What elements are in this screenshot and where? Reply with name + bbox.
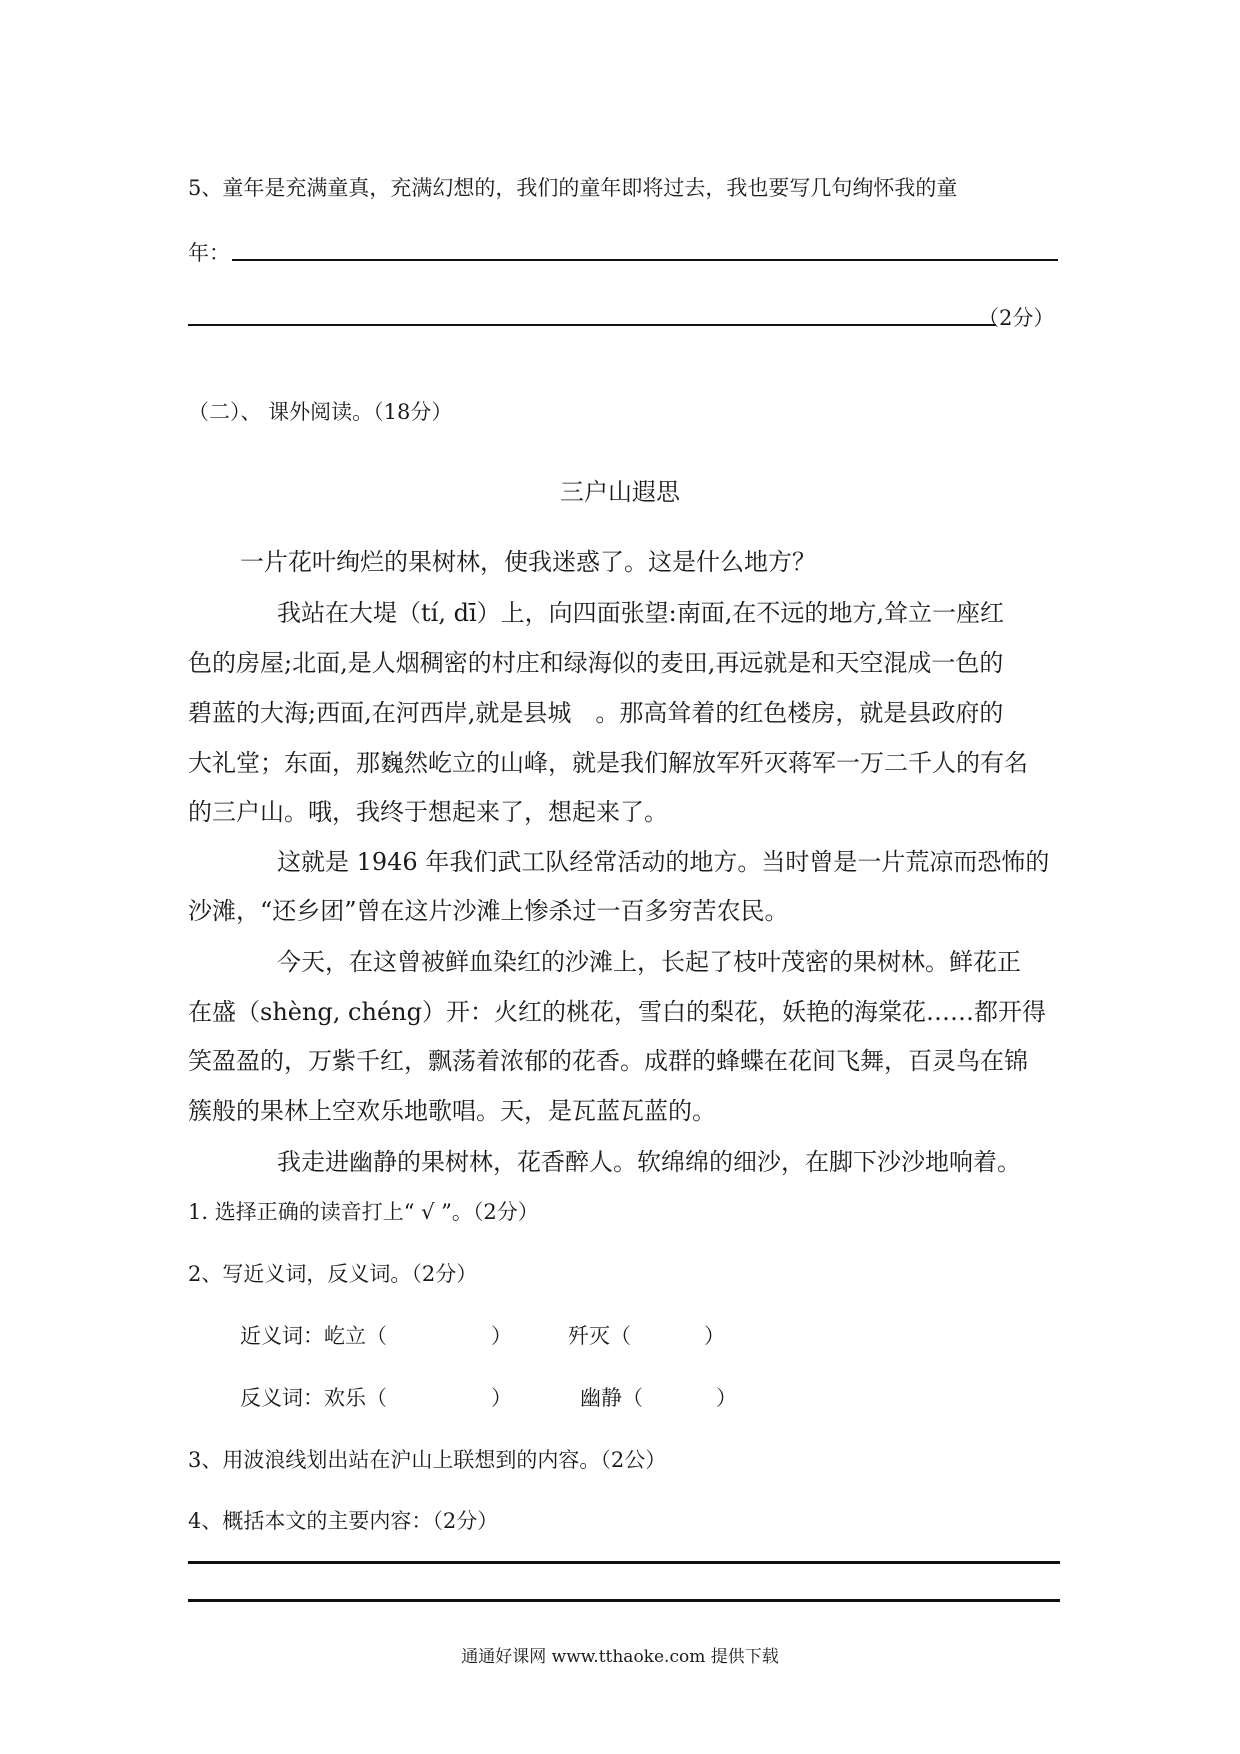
question-5-text: 5、童年是充满童真，充满幻想的，我们的童年即将过去，我也要写几句绚怀我的童	[188, 176, 958, 200]
paragraph-2-line: 的三户山。哦，我终于想起来了，想起来了。	[188, 798, 668, 826]
paragraph-5: 我走进幽静的果树林，花香醉人。软绵绵的细沙，在脚下沙沙地响着。	[277, 1148, 1021, 1176]
synonym-2-close: ）	[704, 1324, 725, 1348]
paragraph-4-line: 簇般的果林上空欢乐地歌唱。天，是瓦蓝瓦蓝的。	[188, 1097, 716, 1125]
antonym-2: 幽静（	[580, 1386, 643, 1410]
paragraph-4-line: 今天，在这曾被鲜血染红的沙滩上，长起了枝叶茂密的果树林。鲜花正	[277, 948, 1021, 976]
footer-text: 通通好课网 www.tthaoke.com 提供下载	[461, 1647, 779, 1667]
antonym-close: ）	[491, 1386, 512, 1410]
paragraph-2-line: 色的房屋;北面,是人烟稠密的村庄和绿海似的麦田,再远就是和天空混成一色的	[188, 649, 1004, 677]
paragraph-2-line: 我站在大堤（tí, dī）上，向四面张望:南面,在不远的地方,耸立一座红	[277, 599, 1004, 627]
paragraph-3-line: 这就是 1946 年我们武工队经常活动的地方。当时曾是一片荒凉而恐怖的	[277, 848, 1050, 876]
paragraph-4-line: 笑盈盈的，万紫千红，飘荡着浓郁的花香。成群的蜂蝶在花间飞舞，百灵鸟在锦	[188, 1047, 1028, 1075]
section-heading: （二）、 课外阅读。（18分）	[188, 400, 453, 424]
answer-line[interactable]	[232, 259, 1058, 261]
synonym-2: 歼灭（	[568, 1324, 631, 1348]
paragraph-2-line: 大礼堂；东面，那巍然屹立的山峰，就是我们解放军歼灭蒋军一万二千人的有名	[188, 749, 1028, 777]
question-1: 1. 选择正确的读音打上“ √ ”。（2分）	[188, 1200, 539, 1224]
paragraph-3-line: 沙滩，“还乡团”曾在这片沙滩上惨杀过一百多穷苦农民。	[188, 897, 789, 925]
paragraph-1: 一片花叶绚烂的果树林，使我迷惑了。这是什么地方？	[240, 548, 816, 576]
synonym-label: 近义词：屹立（	[240, 1324, 387, 1348]
question-4: 4、概括本文的主要内容：（2分）	[188, 1509, 499, 1533]
article-title: 三户山遐思	[560, 478, 680, 506]
answer-line[interactable]	[188, 1561, 1060, 1564]
question-5-prefix: 年：	[188, 241, 230, 265]
paragraph-4-line: 在盛（shèng, chéng）开：火红的桃花，雪白的梨花，妖艳的海棠花……都开得	[188, 998, 1046, 1026]
question-3: 3、用波浪线划出站在沪山上联想到的内容。（2公）	[188, 1448, 667, 1472]
answer-line[interactable]	[188, 1599, 1060, 1602]
question-2: 2、写近义词，反义词。（2分）	[188, 1262, 478, 1286]
question-5-points: （2分）	[978, 306, 1055, 330]
answer-line[interactable]	[188, 324, 996, 326]
synonym-close: ）	[491, 1324, 512, 1348]
antonym-label: 反义词：欢乐（	[240, 1386, 387, 1410]
paragraph-2-line: 碧蓝的大海;西面,在河西岸,就是县城 。那高耸着的红色楼房，就是县政府的	[188, 699, 1004, 727]
antonym-2-close: ）	[716, 1386, 737, 1410]
